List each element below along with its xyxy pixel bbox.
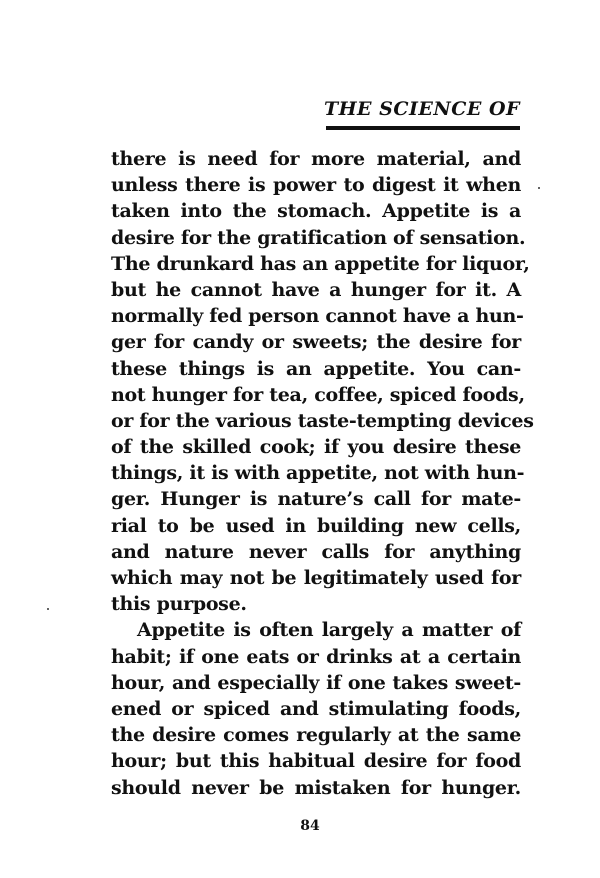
text-line: these things is an appetite. You can- (111, 357, 521, 380)
body-text (111, 146, 534, 801)
text-line: things, it is with appetite, not with hun- (111, 462, 525, 485)
text-line: which may not be legitimately used for (111, 567, 521, 589)
text-line: and nature never calls for anything (111, 540, 521, 563)
paper-speck (47, 608, 49, 610)
page-number: 84 (300, 818, 320, 834)
text-line: desire for the gratification of sensation. (111, 226, 526, 249)
text-line: rial to be used in building new cells, (111, 514, 521, 537)
header-rule (326, 126, 520, 130)
text-line: should never be mistaken for hunger. (111, 776, 521, 799)
text-line: unless there is power to digest it when (111, 174, 521, 197)
paper-speck (538, 187, 540, 189)
text-line: not hunger for tea, coffee, spiced foods, (111, 383, 525, 406)
text-line: or for the various taste-tempting devices (111, 409, 534, 432)
text-line: ened or spiced and stimulating foods, (111, 697, 521, 720)
text-line: The drunkard has an appetite for liquor, (111, 252, 530, 275)
text-line: normally fed person cannot have a hun- (111, 305, 524, 328)
running-head: THE SCIENCE OF (323, 98, 520, 120)
text-line: habit; if one eats or drinks at a certain (111, 645, 521, 668)
text-line: the desire comes regularly at the same (111, 724, 521, 747)
text-line: ger for candy or sweets; the desire for (111, 331, 521, 354)
text-line-paragraph-start: Appetite is often largely a matter of (137, 619, 521, 642)
text-line: there is need for more material, and (111, 148, 521, 170)
text-line: of the skilled cook; if you desire these (111, 436, 521, 459)
text-line-paragraph-end: this purpose. (111, 593, 247, 616)
text-line: but he cannot have a hunger for it. A (111, 278, 521, 301)
text-line: taken into the stomach. Appetite is a (111, 200, 521, 223)
text-line: hour; but this habitual desire for food (111, 750, 521, 773)
text-line: ger. Hunger is nature’s call for mate- (111, 488, 521, 511)
text-line: hour, and especially if one takes sweet- (111, 671, 521, 694)
